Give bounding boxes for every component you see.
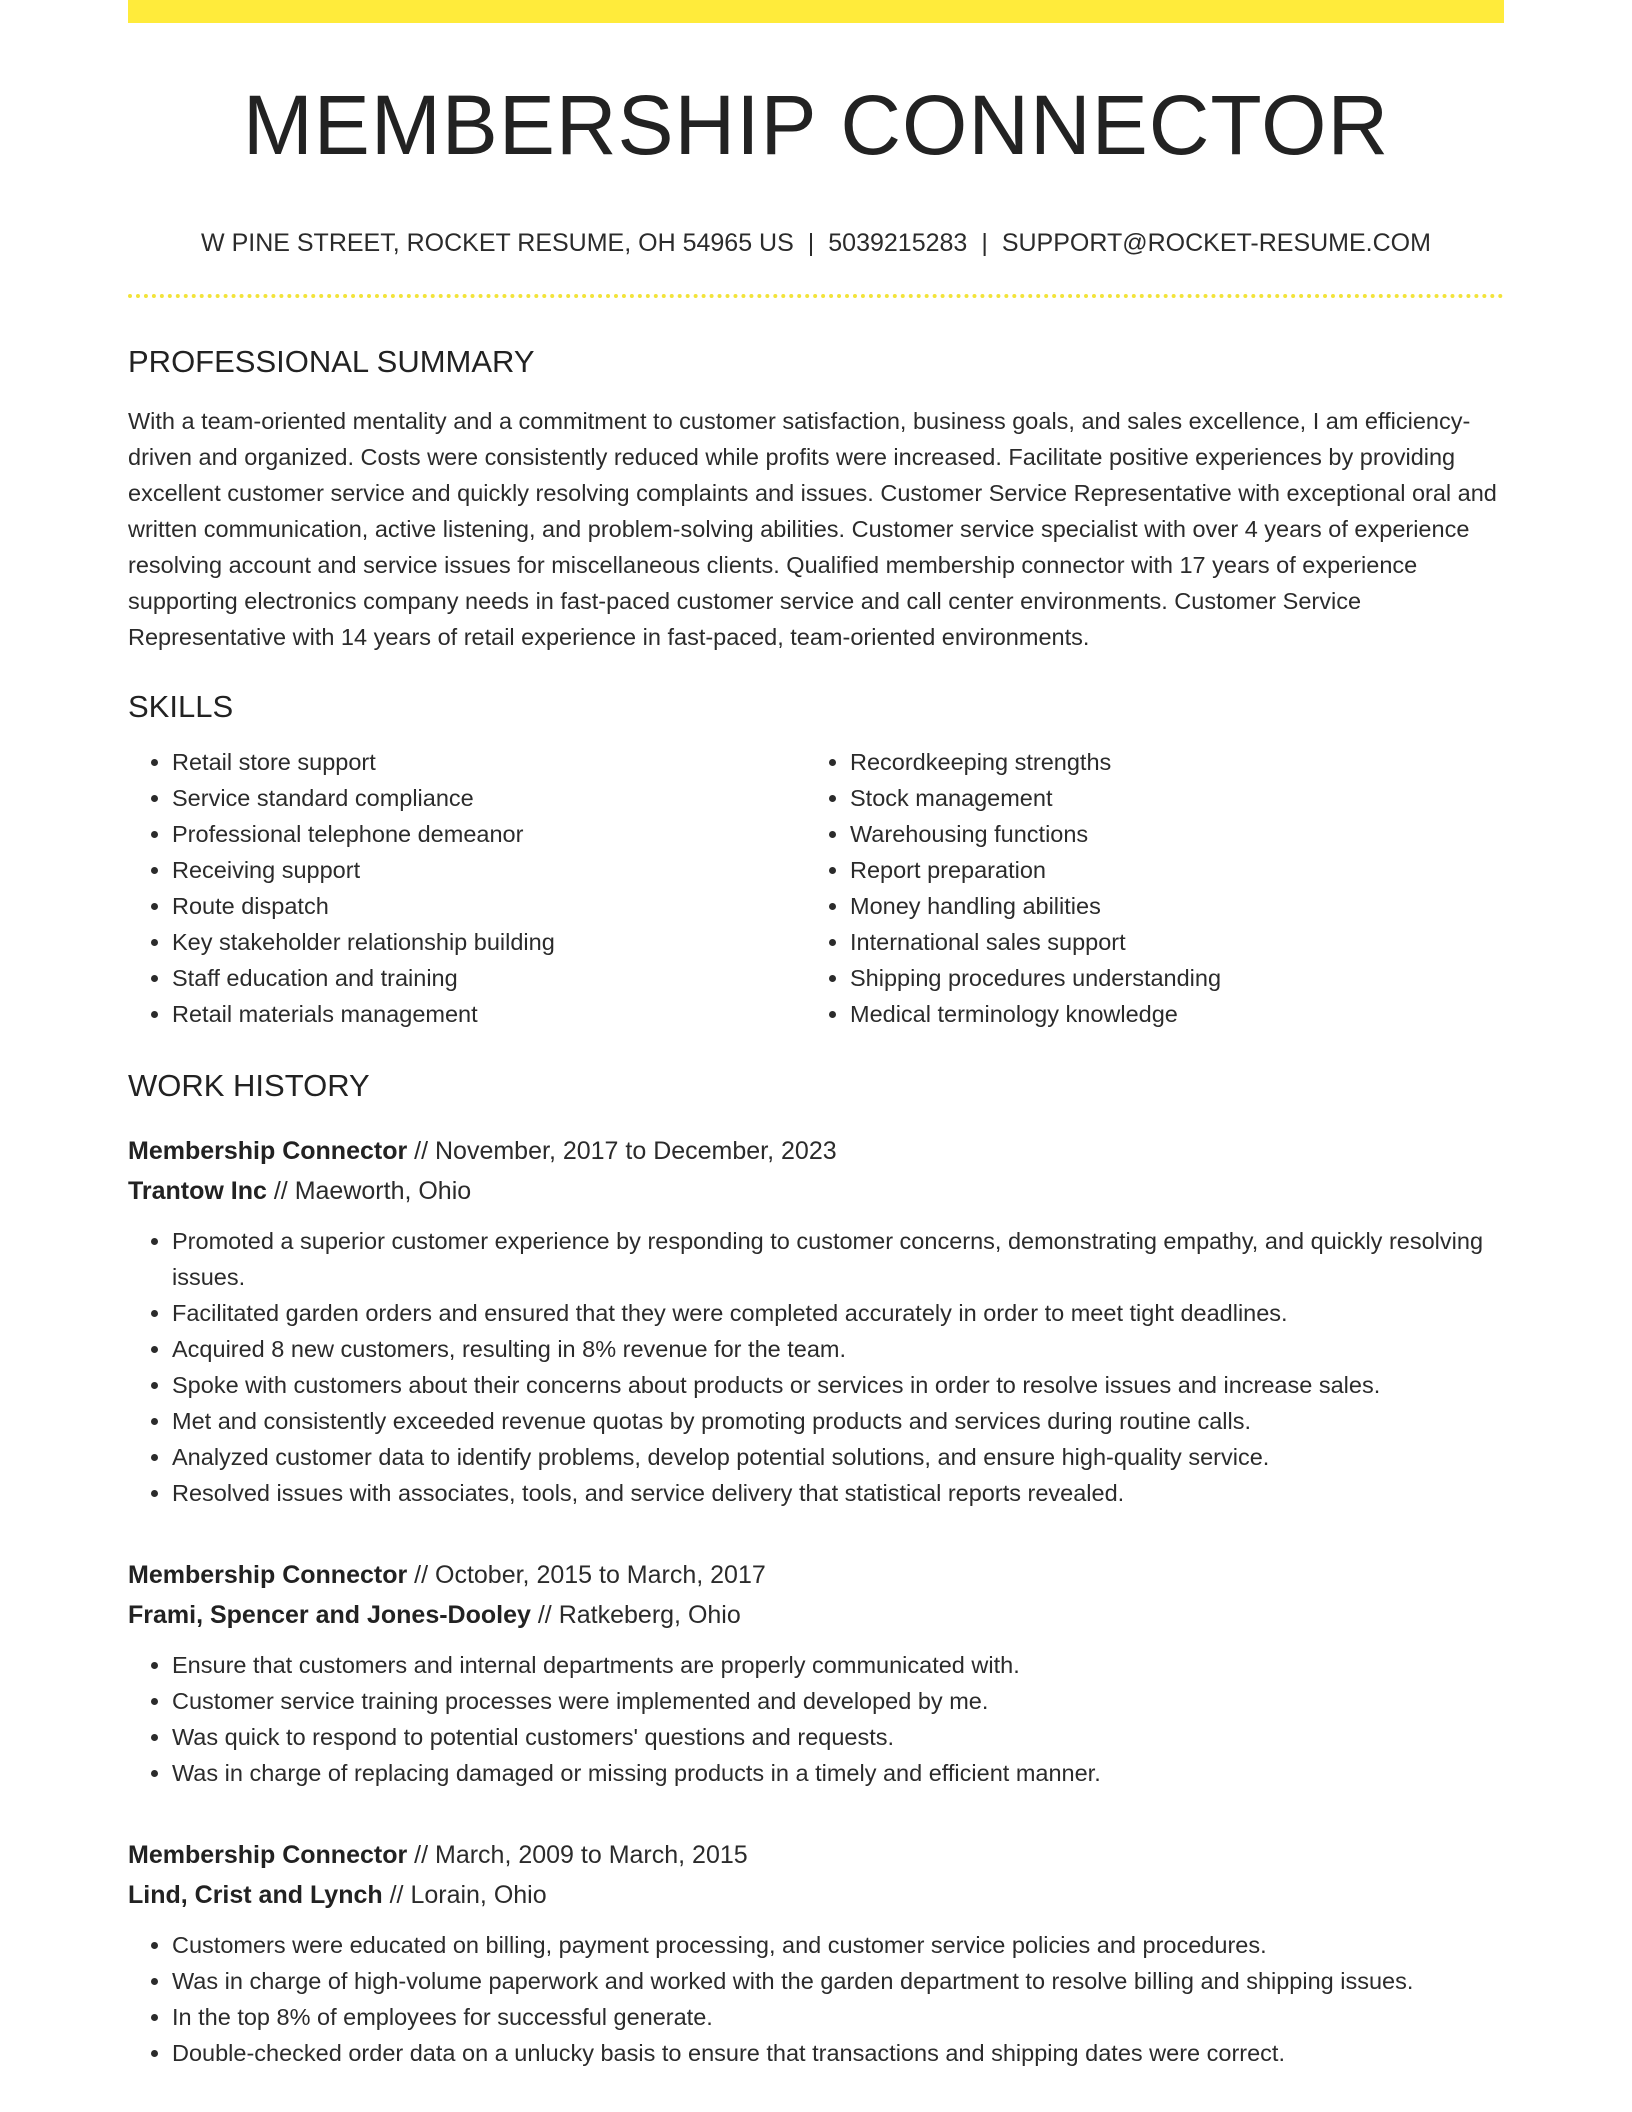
job-company: Lind, Crist and Lynch — [128, 1881, 383, 1909]
skill-item: • Retail materials management — [172, 996, 806, 1032]
candidate-name: MEMBERSHIP CONNECTOR — [242, 78, 1390, 172]
job-company-line — [128, 1595, 1504, 1635]
skill-item: • International sales support — [850, 924, 1484, 960]
skill-item: • Report preparation — [850, 852, 1484, 888]
skill-item: • Key stakeholder relationship building — [172, 924, 806, 960]
job-separator: // — [407, 1841, 435, 1869]
skills-columns — [128, 744, 1504, 1032]
skill-item: • Staff education and training — [172, 960, 806, 996]
skills-heading: SKILLS — [128, 689, 234, 724]
job-role: Membership Connector — [128, 1841, 408, 1869]
job-separator: // — [407, 1137, 435, 1165]
skills-list-right — [806, 744, 1484, 1032]
contact-email: SUPPORT@ROCKET-RESUME.COM — [1001, 229, 1431, 257]
job-title-line — [128, 1555, 1504, 1595]
job-dates: March, 2009 to March, 2015 — [435, 1841, 748, 1869]
contact-separator: | — [807, 229, 815, 257]
job-entry — [128, 1555, 1504, 1791]
job-location: Maeworth, Ohio — [294, 1177, 472, 1205]
job-bullet: • Analyzed customer data to identify problems, develop potential solutions, and ensure high-quality service. — [172, 1439, 1504, 1475]
job-bullet: • Was in charge of high-volume paperwork and worked with the garden department to resolve billing and shipping issues. — [172, 1963, 1504, 1999]
skill-item: • Recordkeeping strengths — [850, 744, 1484, 780]
job-bullet: • Acquired 8 new customers, resulting in 8% revenue for the team. — [172, 1331, 1504, 1367]
skill-item: • Shipping procedures understanding — [850, 960, 1484, 996]
job-entry — [128, 1835, 1504, 2071]
header-divider — [128, 294, 1504, 298]
skill-item: • Route dispatch — [172, 888, 806, 924]
skill-item: • Receiving support — [172, 852, 806, 888]
job-role: Membership Connector — [128, 1137, 408, 1165]
job-bullet: • Ensure that customers and internal departments are properly communicated with. — [172, 1647, 1504, 1683]
skill-item: • Warehousing functions — [850, 816, 1484, 852]
work-history-list — [128, 1131, 1504, 2071]
job-dates: October, 2015 to March, 2017 — [435, 1561, 766, 1589]
job-bullet: • Customer service training processes were implemented and developed by me. — [172, 1683, 1504, 1719]
job-company-line — [128, 1875, 1504, 1915]
job-role: Membership Connector — [128, 1561, 408, 1589]
job-bullet: • Promoted a superior customer experience by responding to customer concerns, demonstrating empathy, and quickly resolving issues. — [172, 1223, 1504, 1295]
job-bullet: • Was quick to respond to potential customers' questions and requests. — [172, 1719, 1504, 1755]
job-title-line — [128, 1131, 1504, 1171]
work-history-heading: WORK HISTORY — [128, 1068, 370, 1103]
skill-item: • Retail store support — [172, 744, 806, 780]
job-bullets — [128, 1927, 1504, 2071]
job-bullet: • Customers were educated on billing, payment processing, and customer service policies and procedures. — [172, 1927, 1504, 1963]
contact-separator: | — [981, 229, 988, 257]
job-bullet: • Met and consistently exceeded revenue quotas by promoting products and services during routine calls. — [172, 1403, 1504, 1439]
job-separator: // — [382, 1881, 411, 1909]
job-bullet: • Double-checked order data on a unlucky basis to ensure that transactions and shipping dates were correct. — [172, 2035, 1504, 2071]
job-company: Frami, Spencer and Jones-Dooley — [128, 1601, 531, 1629]
job-bullet: • In the top 8% of employees for successful generate. — [172, 1999, 1504, 2035]
job-company-line — [128, 1171, 1504, 1211]
job-bullet: • Resolved issues with associates, tools, and service delivery that statistical reports revealed. — [172, 1475, 1504, 1511]
job-separator: // — [266, 1177, 295, 1205]
skill-item: • Stock management — [850, 780, 1484, 816]
job-bullets — [128, 1223, 1504, 1511]
job-entry — [128, 1131, 1504, 1511]
skill-item: • Service standard compliance — [172, 780, 806, 816]
job-separator: // — [407, 1561, 435, 1589]
skill-item: • Professional telephone demeanor — [172, 816, 806, 852]
job-bullets — [128, 1647, 1504, 1791]
contact-address: W PINE STREET, ROCKET RESUME, OH 54965 US — [201, 229, 794, 257]
skill-item: • Medical terminology knowledge — [850, 996, 1484, 1032]
job-bullet: • Facilitated garden orders and ensured that they were completed accurately in order to meet tight deadlines. — [172, 1295, 1504, 1331]
accent-bar — [128, 0, 1504, 23]
job-title-line — [128, 1835, 1504, 1875]
job-bullet: • Was in charge of replacing damaged or missing products in a timely and efficient manner. — [172, 1755, 1504, 1791]
job-separator: // — [530, 1601, 559, 1629]
job-location: Ratkeberg, Ohio — [558, 1601, 741, 1629]
contact-phone: 5039215283 — [828, 229, 968, 257]
job-location: Lorain, Ohio — [410, 1881, 547, 1909]
resume-page — [128, 0, 1504, 2071]
summary-heading: PROFESSIONAL SUMMARY — [128, 344, 535, 379]
job-dates: November, 2017 to December, 2023 — [435, 1137, 837, 1165]
summary-text: With a team-oriented mentality and a commitment to customer satisfaction, business goals, and sales excellence, I am efficiency-driven and organized. Costs were consistently reduced while profits were increased. Facilitate positive experiences by providing excellent customer service and quickly resolving complaints and issues. Customer Service Representative with exceptional oral and written communication, active listening, and problem-solving abilities. Customer service specialist with over 4 years of experience resolving account and service issues for miscellaneous clients. Qualified membership connector with 17 years of experience supporting electronics company needs in fast-paced customer service and call center environments. Customer Service Representative with 14 years of retail experience in fast-paced, team-oriented environments. — [128, 408, 1497, 650]
contact-line — [128, 231, 1504, 256]
skills-list-left — [128, 744, 806, 1032]
skill-item: • Money handling abilities — [850, 888, 1484, 924]
job-bullet: • Spoke with customers about their concerns about products or services in order to resolve issues and increase sales. — [172, 1367, 1504, 1403]
job-company: Trantow Inc — [128, 1177, 267, 1205]
